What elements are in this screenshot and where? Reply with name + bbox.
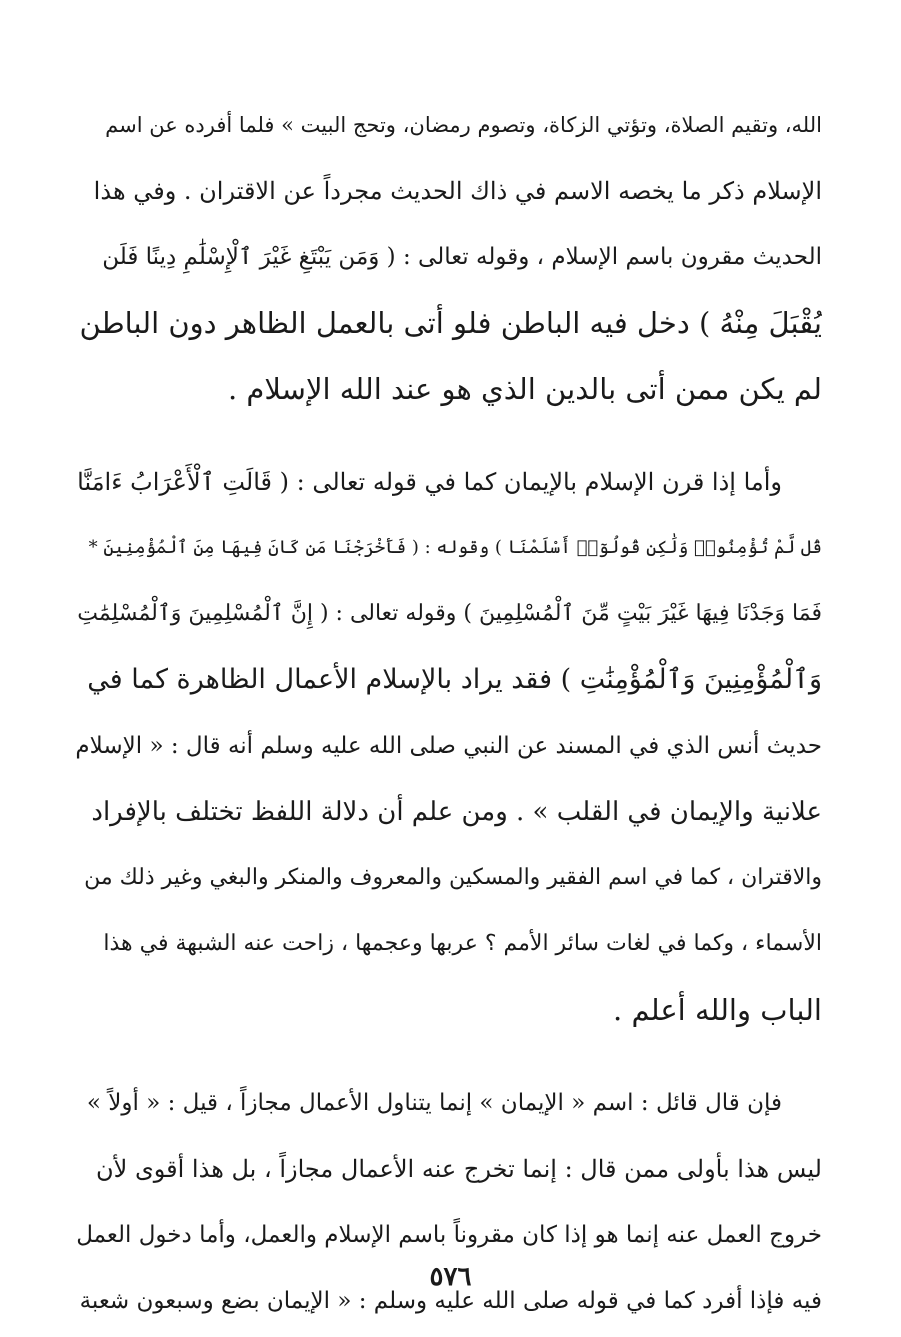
text-line: وأما إذا قرن الإسلام بالإيمان كما في قوله تعالى : ( قَالَتِ ٱلْأَعْرَابُ ءَامَنَّا bbox=[77, 468, 782, 496]
paragraph-gap bbox=[74, 422, 822, 449]
text-line: وَٱلْمُؤْمِنِينَ وَٱلْمُؤْمِنَٰتِ ) فقد يراد بالإسلام الأعمال الظاهرة كما في bbox=[87, 664, 822, 695]
text-line: الأسماء ، وكما في لغات سائر الأمم ؟ عربها وعجمها ، زاحت عنه الشبهة في هذا bbox=[103, 931, 822, 956]
paragraph-1 bbox=[74, 92, 822, 422]
text-line: الباب والله أعلم . bbox=[613, 993, 822, 1027]
paragraph-3 bbox=[74, 1070, 822, 1334]
text-line: يُقْبَلَ مِنْهُ ) دخل فيه الباطن فلو أتى بالعمل الظاهر دون الباطن bbox=[79, 306, 822, 340]
text-line: فيه فإذا أفرد كما في قوله صلى الله عليه وسلم : « الإيمان بضع وسبعون شعبة bbox=[79, 1288, 822, 1314]
page-number: ٥٧٦ bbox=[429, 1262, 472, 1292]
paragraph-2 bbox=[74, 449, 822, 1043]
text-line: فإن قال قائل : اسم « الإيمان » إنما يتناول الأعمال مجازاً ، قيل : « أولاً » bbox=[86, 1090, 782, 1116]
text-line: خروج العمل عنه إنما هو إذا كان مقروناً باسم الإسلام والعمل، وأما دخول العمل bbox=[76, 1222, 822, 1248]
text-line: الله، وتقيم الصلاة، وتؤتي الزكاة، وتصوم رمضان، وتحج البيت » فلما أفرده عن اسم bbox=[105, 113, 822, 137]
text-line: حديث أنس الذي في المسند عن النبي صلى الله عليه وسلم أنه قال : « الإسلام bbox=[75, 733, 822, 759]
text-line: الإسلام ذكر ما يخصه الاسم في ذاك الحديث مجرداً عن الاقتران . وفي هذا bbox=[93, 177, 822, 205]
text-line: فَمَا وَجَدْنَا فِيهَا غَيْرَ بَيْتٍ مِّنَ ٱلْمُسْلِمِينَ ) وقوله تعالى : ( إِنَّ ٱلْمُسْلِمِينَ وَٱلْمُسْلِمَٰتِ bbox=[77, 601, 822, 626]
text-line: لم يكن ممن أتى بالدين الذي هو عند الله الإسلام . bbox=[227, 372, 822, 406]
text-line: قُل لَّمْ تُؤْمِنُوا۟ وَلَٰكِن قُولُوٓا۟ أَسْلَمْنَا ) وقوله : ( فَأَخْرَجْنَا مَن كَانَ فِيهَا مِنَ ٱلْمُؤْمِنِينَ * bbox=[88, 537, 822, 558]
text-line: والاقتران ، كما في اسم الفقير والمسكين والمعروف والمنكر والبغي وغير ذلك من bbox=[84, 865, 822, 890]
text-line: ليس هذا بأولى ممن قال : إنما تخرج عنه الأعمال مجازاً ، بل هذا أقوى لأن bbox=[96, 1155, 822, 1183]
text-line: علانية والإيمان في القلب » . ومن علم أن دلالة اللفظ تختلف بالإفراد bbox=[91, 797, 822, 827]
text-line: الحديث مقرون باسم الإسلام ، وقوله تعالى : ( وَمَن يَبْتَغِ غَيْرَ ٱلْإِسْلَٰمِ دِينًا فَلَن bbox=[102, 244, 822, 270]
page-text bbox=[74, 92, 822, 1334]
paragraph-gap bbox=[74, 1043, 822, 1070]
